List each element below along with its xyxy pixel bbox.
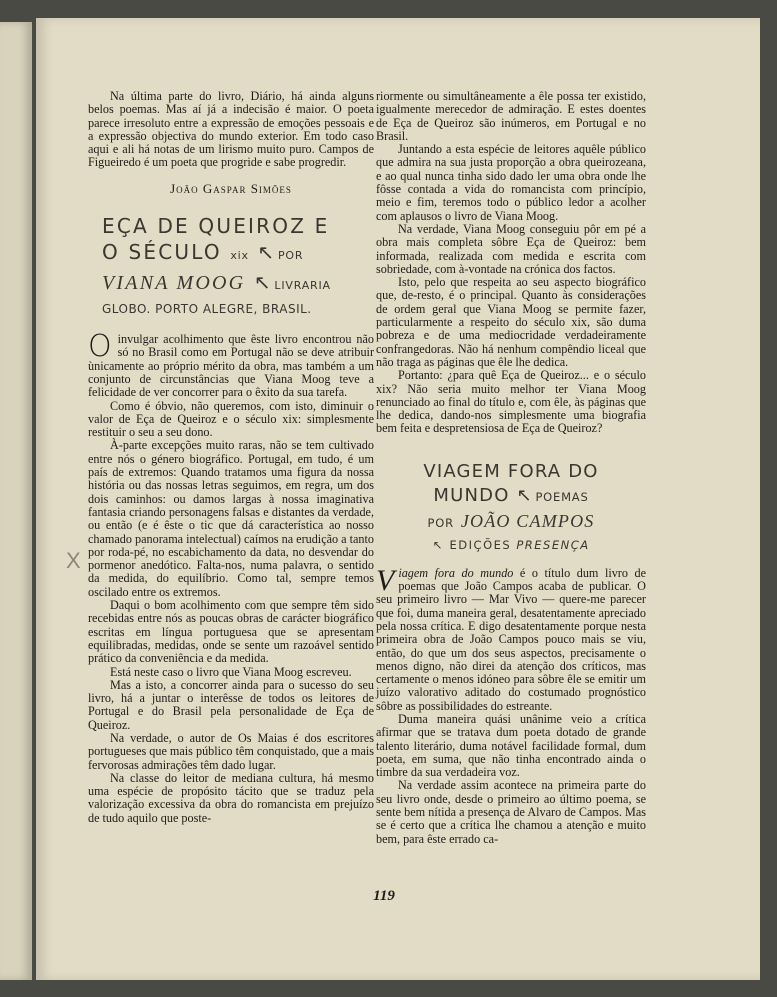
review-heading-eca	[88, 213, 374, 319]
drop-cap: O	[88, 329, 112, 365]
book-title-inline: iagem fora do mundo	[398, 565, 514, 580]
review-paragraph-13: Portanto: ¿para quê Eça de Queiroz... e o século xix? Não seria muito melhor ter Viana Moog renunciado ao final do título e, com êle, às páginas que lhe dedica, dando-nos simplesmente uma biografia bem feita e despretensiosa de Eça de Queiroz?	[376, 368, 646, 436]
dash-icon: ↖	[516, 484, 533, 506]
publisher-line: GLOBO. PORTO ALEGRE, BRASIL.	[102, 302, 312, 317]
dash-icon: ↖	[432, 537, 444, 552]
drop-cap: V	[376, 563, 395, 597]
title-genre: POEMAS	[535, 489, 589, 504]
review-title-line2	[88, 239, 374, 269]
dash-icon: ↖	[253, 270, 273, 295]
review-paragraph-4: Daqui o bom acolhimento com que sempre têm sido recebidas entre nós as poucas obras de carácter biográfico escritas em língua portuguesa que se apresentam equilibradas, medidas, onde se sente um razoável sentido prático da conveniência e da medida.	[88, 598, 374, 666]
review-paragraph-5: Está neste caso o livro que Viana Moog escreveu.	[110, 664, 352, 679]
review-title-line2	[376, 484, 646, 509]
review-title-line3	[376, 509, 646, 535]
paragraph-text: é o título dum livro de poemas que João Campos acaba de publicar. O seu primeiro livro — Mar Vivo — quere-me parecer que foi, duma maneira geral, desatentamente apreciado pela nossa crítica. E digo desatentamente porque nesta primeira obra de João Campos pouco mais se viu, então, do que um dos seus aspectos, precisamente o menos digno, não direi da atenção dos críticos, mas certamente o menos idóneo para sôbre êle se emitir um juízo valorativo aditado do costumado prognóstico sôbre as possibilidades do estreante.	[376, 565, 646, 713]
book-author-name: VIANA MOOG	[102, 272, 246, 295]
title-por: POR	[277, 249, 304, 263]
intro-paragraph: Na última parte do livro, Diário, há ainda alguns belos poemas. Mas aí já a indecisão é maior. O poeta parece irresoluto entre a expressão de emoções pessoais e a expressão objectiva do mundo exterior. Em todo caso aqui e ali há notas de um lirismo muito puro. Campos de Figueiredo é um poeta que progride e sabe progredir.	[88, 89, 374, 170]
review-paragraph-9: riormente ou simultâneamente a êle possa ter existido, igualmente merecedor de admiração. E estes doentes de Eça de Queiroz são inúmeros, em Portugal e no Brasil.	[376, 89, 646, 143]
review-author: João Gaspar Simões	[170, 180, 292, 196]
publisher-name: PRESENÇA	[516, 537, 590, 552]
paragraph-text: invulgar acolhimento que êste livro encontrou não só no Brasil como em Portugal não se deve atribuir ùnicamente ao próprio mérito da obra, mas também a um conjunto de circunstâncias que Viana Moog teve a felicidade de ver concorrer para o êxito da sua tarefa.	[88, 332, 374, 400]
review-title-line3	[88, 269, 374, 299]
book-page	[36, 18, 760, 980]
title-century: xix	[230, 249, 249, 263]
review-paragraph-15: Duma maneira quási unânime veio a crítica afirmar que se tratava dum poeta dotado de grande talento literário, duma notável facilidade formal, dum poeta, em suma, que não tinha encontrado ainda o timbre da sua verdadeira voz.	[376, 711, 646, 780]
review-paragraph-12: Isto, pelo que respeita ao seu aspecto biográfico que, de-resto, é o principal. Quanto às considerações de ordem geral que Viana Moog se permite fazer, particularmente a respeito do século xix, são duma pobreza e de uma mediocridade verdadeiramente confrangedoras. Não há nenhum compêndio liceal que não traga as páginas que êle lhe dedica.	[376, 275, 646, 369]
publisher-part: LIVRARIA	[274, 279, 331, 293]
previous-page-edge	[0, 22, 32, 980]
review-paragraph-7: Na verdade, o autor de Os Maias é dos escritores portugueses que mais público têm conquistado, que a mais fervorosas admirações têm dado lugar.	[88, 730, 375, 772]
title-segment: MUNDO	[433, 484, 510, 506]
book-author-name: JOÃO CAMPOS	[460, 510, 595, 531]
review-title-line1: EÇA DE QUEIROZ E	[102, 214, 330, 239]
review-paragraph-6: Mas a isto, a concorrer ainda para o sucesso do seu livro, há a juntar o interêsse de todos os leitores de Portugal e do Brasil pela personalidade de Eça de Queiroz.	[88, 677, 374, 732]
page-number: 119	[373, 888, 395, 904]
review-paragraph-16: Na verdade assim acontece na primeira parte do seu livro onde, desde o primeiro ao último poema, se sente bem nítida a presença de Alvaro de Campos. Mas se é certo que a crítica lhe chamou a atenção e muito bem, para êste errado ca-	[376, 778, 646, 846]
review-paragraph-3: À-parte excepções muito raras, não se tem cultivado entre nós o género biográfico. Portugal, em tudo, é um país de extremos: Quando tratamos uma figura da nossa história ou das nossas letras seguimos, em regra, um dos dois caminhos: ou damos largas à nossa imaginativa fantasia criando personagens falsas e distantes da verdade, ou então (e é êste o tic que dá característica ao nosso chamado panorama intelectual) caímos na erudição a tanto por roda-pé, no escabichamento da data, no desvendar do pormenor anedótico. Falta-nos, numa palavra, o sentido da medida, do equilíbrio. Como tal, sempre temos oscilado entre os extremos.	[88, 438, 374, 599]
review-heading-viagem	[376, 460, 646, 555]
title-segment: O SÉCULO	[102, 240, 222, 265]
publisher-part: EDIÇÕES	[449, 537, 512, 552]
publisher-line	[376, 535, 646, 555]
review-title-line1: VIAGEM FORA DO	[423, 460, 599, 482]
review-paragraph-14	[376, 563, 646, 713]
margin-pencil-mark: X	[66, 548, 81, 573]
right-column	[376, 90, 646, 846]
review-paragraph-1	[88, 329, 374, 400]
review-paragraph-10: Juntando a esta espécie de leitores aquêle público que admira na sua justa proporção a obra queirozeana, e ao qual nunca tinha sido dado ler uma obra onde lhe fôsse contada a vida do romancista com princípio, meio e fim, teremos todo o público ledor a acolher com aplausos o livro de Viana Moog.	[376, 142, 646, 223]
dash-icon: ↖	[257, 240, 277, 265]
title-por: POR	[427, 515, 454, 530]
review-paragraph-11: Na verdade, Viana Moog conseguiu pôr em pé a obra mais completa sôbre Eça de Queiroz: bem informada, realizada com medida e escrita com sobriedade, com à-vontade na crónica dos factos.	[376, 221, 646, 276]
review-paragraph-2: Como é óbvio, não queremos, com isto, diminuir o valor de Eça de Queiroz e o século xix: simplesmente restituir o seu a seu dono.	[88, 398, 374, 440]
left-column	[88, 90, 374, 825]
review-paragraph-8: Na classe do leitor de mediana cultura, há mesmo uma espécie de propósito tácito que se traduz pela valorização excessiva da obra do romancista em prejuízo de tudo aquilo que poste-	[88, 770, 374, 825]
